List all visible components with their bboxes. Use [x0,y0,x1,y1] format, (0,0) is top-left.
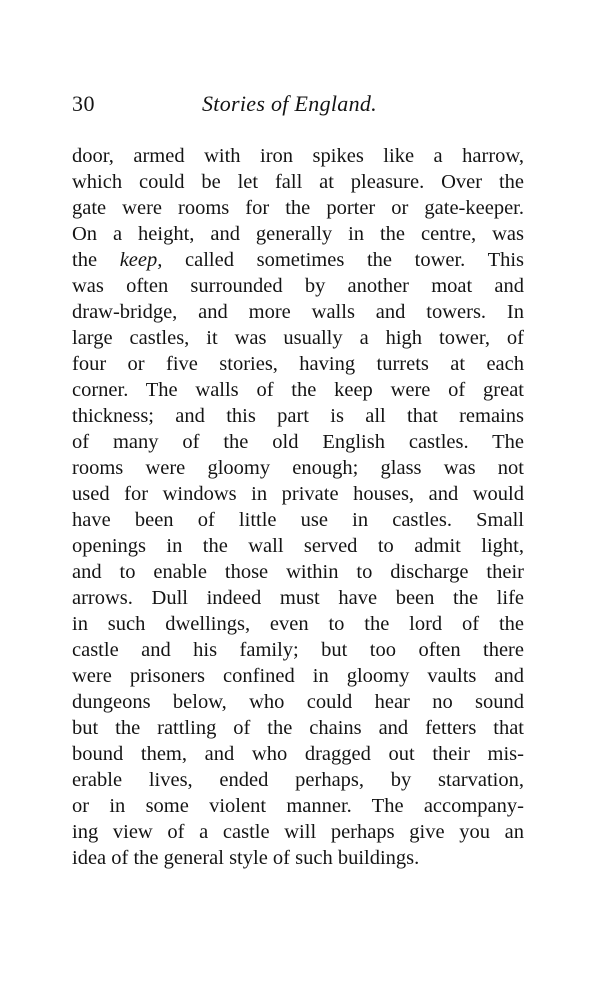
text-line-4: On a height, and generally in the centre, was [72,223,524,245]
text-line-23: but the rattling of the chains and fetters that [72,717,524,739]
text-line-25: erable lives, ended perhaps, by starvation, [72,769,524,791]
text-line-19: in such dwellings, even to the lord of the [72,613,524,635]
text-line-17: and to enable those within to discharge their [72,561,524,583]
text-line-22: dungeons below, who could hear no sound [72,691,524,713]
text-line-9: four or five stories, having turrets at each [72,353,524,375]
text-line-5 [72,247,524,273]
text-line-16: openings in the wall served to admit light, [72,535,524,557]
page-number: 30 [72,91,95,116]
text-line-15: have been of little use in castles. Small [72,509,524,531]
body-text [72,143,524,871]
text-line-8: large castles, it was usually a high tower, of [72,327,524,349]
text-line-5-end: called sometimes the tower. This [185,249,525,271]
text-line-7: draw-bridge, and more walls and towers. In [72,301,524,323]
running-head [72,90,523,120]
running-title: Stories of England. [202,91,377,116]
text-line-28: idea of the general style of such buildings. [72,847,420,869]
text-line-6: was often surrounded by another moat and [72,275,524,297]
italic-word-keep: keep, [119,249,163,271]
text-line-10: corner. The walls of the keep were of great [72,379,524,401]
text-line-12: of many of the old English castles. The [72,431,524,453]
text-line-21: were prisoners confined in gloomy vaults and [72,665,524,687]
text-line-1: door, armed with iron spikes like a harrow, [72,145,524,167]
text-line-11: thickness; and this part is all that remains [72,405,524,427]
text-line-26: or in some violent manner. The accompany- [72,795,524,817]
text-line-5-start: the [72,249,98,271]
text-line-14: used for windows in private houses, and would [72,483,524,505]
text-line-3: gate were rooms for the porter or gate-keeper. [72,197,524,219]
text-line-13: rooms were gloomy enough; glass was not [72,457,524,479]
text-line-2: which could be let fall at pleasure. Over the [72,171,524,193]
text-line-20: castle and his family; but too often there [72,639,524,661]
text-line-27: ing view of a castle will perhaps give you an [72,821,524,843]
text-line-24: bound them, and who dragged out their mis- [72,743,524,765]
text-line-18: arrows. Dull indeed must have been the life [72,587,524,609]
